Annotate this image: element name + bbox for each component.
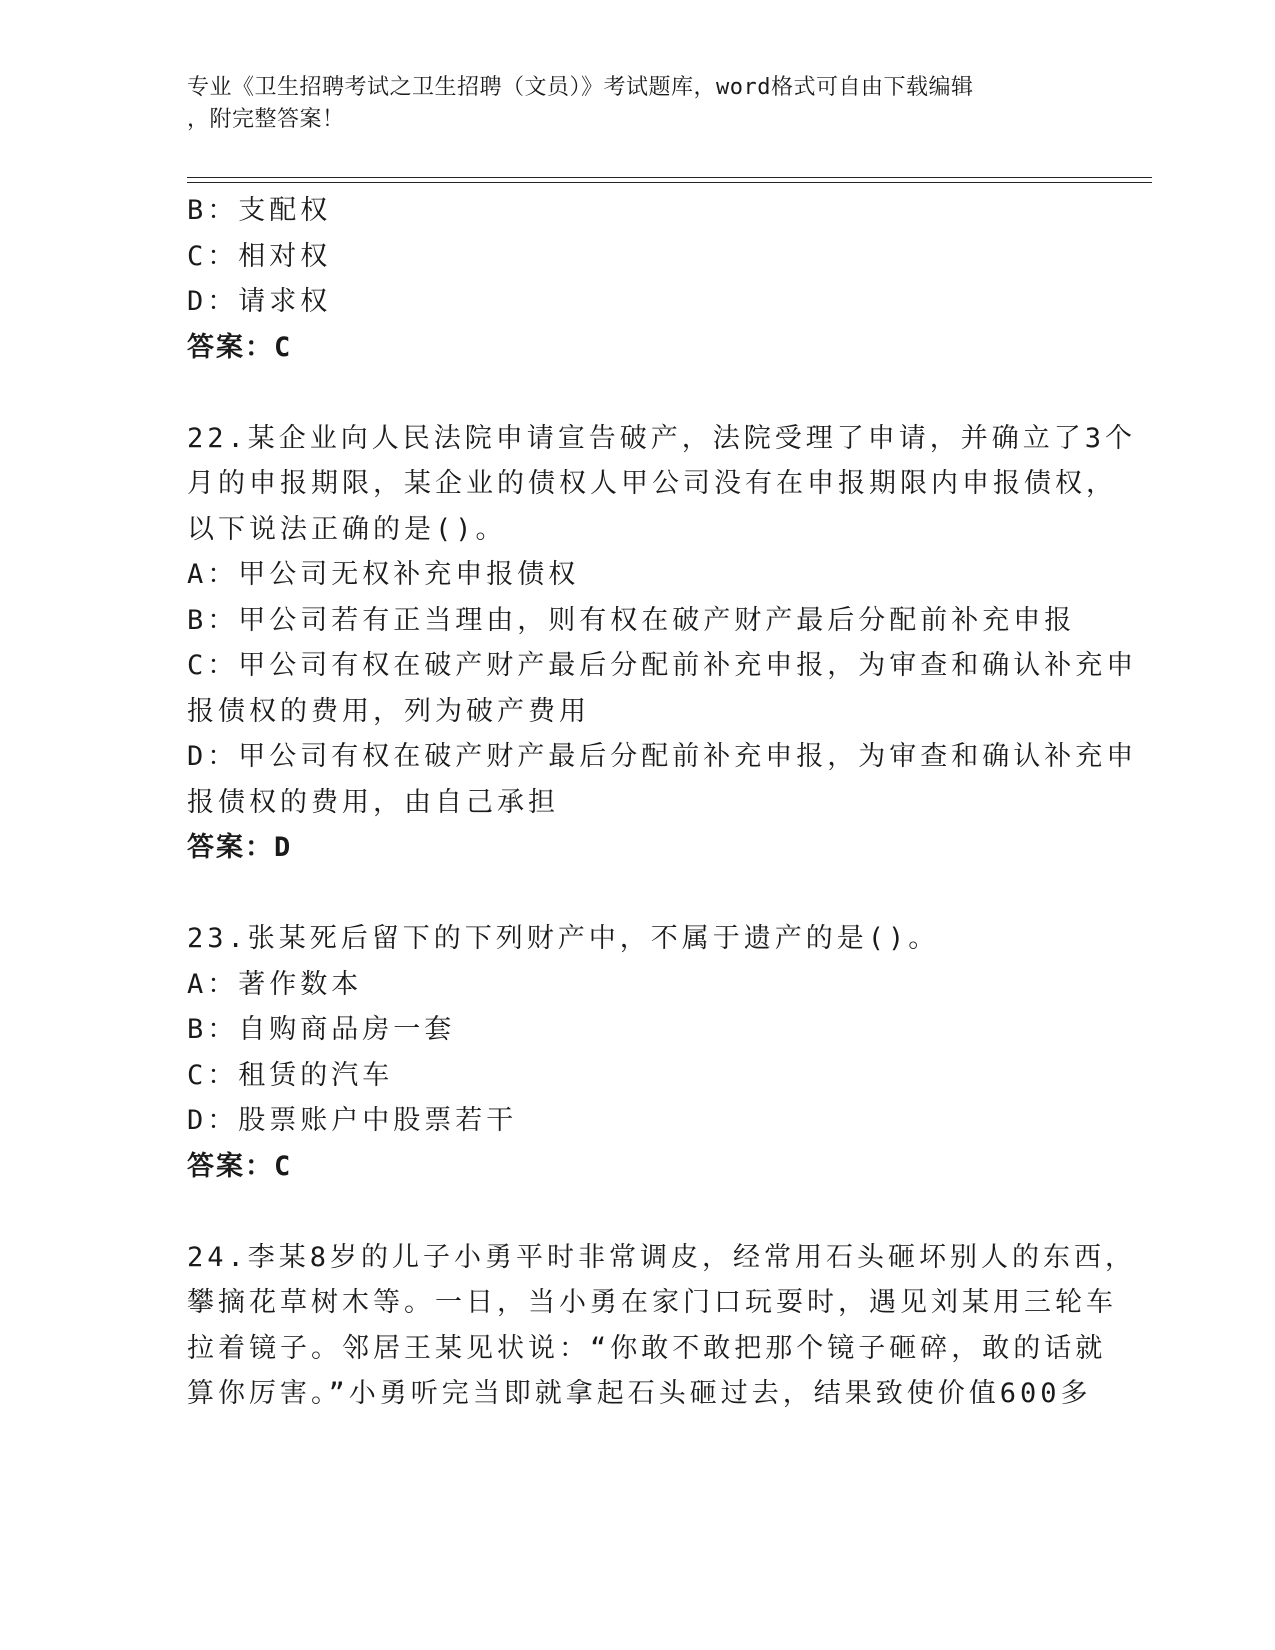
answer-text: 答案：C: [187, 331, 293, 363]
question-block-23: [187, 916, 1087, 1189]
spacer: [187, 370, 1087, 416]
option-c: C：租赁的汽车: [187, 1059, 394, 1091]
option-b: B：支配权: [187, 195, 332, 226]
option-c: C：甲公司有权在破产财产最后分配前补充申报，为审查和确认补充申: [187, 650, 1138, 681]
option-b: B：甲公司若有正当理由，则有权在破产财产最后分配前补充申报: [187, 604, 1076, 636]
option-a: A：著作数本: [187, 968, 363, 1000]
option-c-continued: 报债权的费用，列为破产费用: [187, 695, 590, 727]
question-stem-line: 24.李某8岁的儿子小勇平时非常调皮，经常用石头砸坏别人的东西，: [187, 1241, 1137, 1273]
header-line-1: 专业《卫生招聘考试之卫生招聘（文员）》考试题库，word格式可自由下载编辑: [187, 75, 974, 100]
question-block-21: [187, 188, 1087, 370]
header-divider-top: [187, 177, 1152, 178]
option-d-continued: 报债权的费用，由自己承担: [187, 786, 559, 818]
question-block-22: [187, 416, 1138, 871]
header-line-2: ，附完整答案！: [187, 107, 345, 132]
document-body: [187, 188, 1138, 1417]
option-d: D：甲公司有权在破产财产最后分配前补充申报，为审查和确认补充申: [187, 741, 1138, 772]
question-block-24: [187, 1235, 1137, 1417]
header-divider-bottom: [187, 182, 1152, 183]
option-a: A：甲公司无权补充申报债权: [187, 559, 580, 590]
question-stem-line: 月的申报期限，某企业的债权人甲公司没有在申报期限内申报债权，: [187, 468, 1117, 499]
question-stem-line: 拉着镜子。邻居王某见状说：“你敢不敢把那个镜子砸碎，敢的话就: [187, 1332, 1107, 1364]
spacer: [187, 1189, 1087, 1235]
option-b: B：自购商品房一套: [187, 1014, 456, 1045]
question-stem-line: 23.张某死后留下的下列财产中，不属于遗产的是()。: [187, 923, 940, 954]
question-stem-line: 算你厉害。”小勇听完当即就拿起石头砸过去，结果致使价值600多: [187, 1378, 1092, 1409]
question-stem-line: 攀摘花草树木等。一日，当小勇在家门口玩耍时，遇见刘某用三轮车: [187, 1287, 1117, 1318]
option-d: D：股票账户中股票若干: [187, 1105, 518, 1136]
option-c: C：相对权: [187, 240, 332, 272]
question-stem-line: 22.某企业向人民法院申请宣告破产，法院受理了申请，并确立了3个: [187, 422, 1137, 454]
answer-text: 答案：C: [187, 1150, 293, 1182]
spacer: [187, 871, 1087, 917]
option-d: D：请求权: [187, 286, 332, 317]
answer-text: 答案：D: [187, 832, 293, 863]
document-header: [187, 72, 1067, 136]
question-stem-line: 以下说法正确的是()。: [187, 513, 507, 545]
